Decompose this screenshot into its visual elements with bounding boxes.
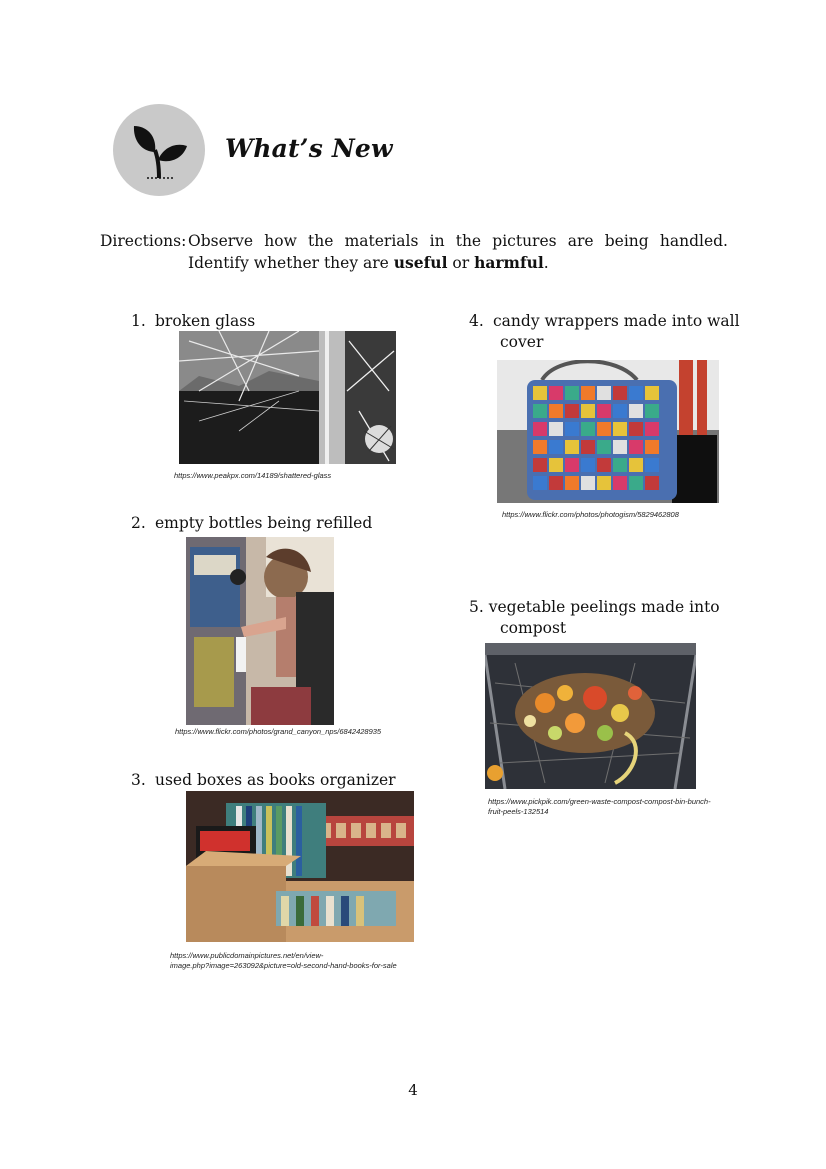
item-5-label: 5. vegetable peelings made into compost: [469, 598, 720, 637]
item-5-source: https://www.pickpik.com/green-waste-compost-compost-bin-bunch- fruit-peels-132514: [488, 797, 711, 816]
harmful-keyword: harmful: [474, 253, 544, 272]
item-3-source: https://www.publicdomainpictures.net/en/view- image.php?image=263092&picture=old-second-hand-books-for-sale: [170, 951, 397, 970]
item-4-source: https://www.flickr.com/photos/photogism/5829462808: [502, 510, 679, 519]
item-2-source: https://www.flickr.com/photos/grand_canyon_nps/6842428935: [175, 727, 382, 736]
candy-wrapper-bag-photo: [497, 360, 719, 503]
seedling-icon: [129, 118, 189, 182]
book-boxes-photo: [186, 791, 414, 942]
item-1-label: 1. broken glass: [131, 312, 256, 330]
item-4-label: 4. candy wrappers made into wall cover: [469, 312, 740, 351]
page-number: 4: [408, 1081, 418, 1099]
section-icon-badge: [113, 104, 205, 196]
refill-bottles-photo: [186, 537, 334, 725]
broken-glass-photo: [179, 331, 396, 464]
section-title: What’s New: [225, 134, 393, 163]
item-2-label: 2. empty bottles being refilled: [131, 514, 373, 532]
useful-keyword: useful: [393, 253, 448, 272]
directions-text: Observe how the materials in the pictures are being handled. Identify whether they are useful or harmful.: [188, 232, 728, 272]
item-1-source: https://www.peakpx.com/14189/shattered-glass: [174, 471, 332, 480]
directions-label: Directions:: [100, 232, 187, 250]
compost-photo: [485, 643, 696, 789]
item-3-label: 3. used boxes as books organizer: [131, 771, 396, 789]
